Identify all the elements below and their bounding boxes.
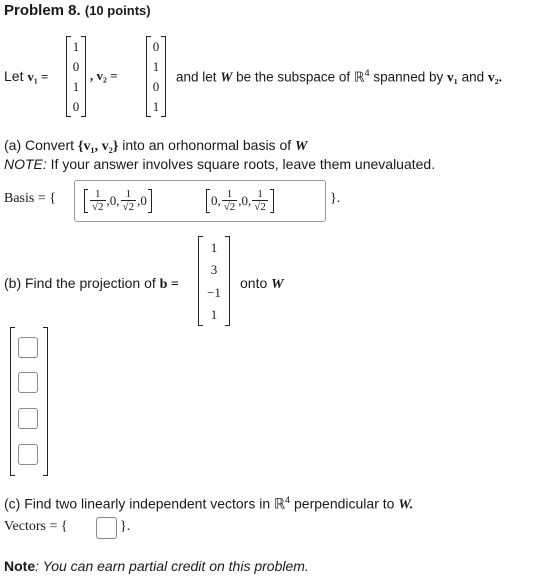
part-a-prompt: (a) Convert {v₁, v₂} into an orhonormal basis of W — [4, 137, 308, 154]
v1-entry: 0 — [72, 58, 80, 74]
intro-let: Let v₁ = — [4, 68, 49, 84]
v2-entry: 1 — [152, 99, 160, 115]
v2-symbol: , v₂ = — [90, 68, 118, 83]
basis-label: Basis = { — [4, 191, 56, 206]
vectors-close: }. — [120, 519, 131, 534]
problem-points: (10 points) — [84, 3, 151, 18]
v1-symbol: v₁ = — [27, 69, 49, 84]
vectors-label: Vectors = { — [4, 519, 68, 534]
projection-input-4[interactable] — [18, 444, 38, 465]
vector-set: {v₁, v₂} — [77, 139, 119, 154]
b-vector — [198, 236, 230, 326]
part-b-prompt: (b) Find the projection of b = — [4, 275, 179, 292]
v1-entry: 1 — [72, 79, 80, 95]
b-entry: 3 — [210, 262, 218, 278]
projection-input-1[interactable] — [18, 337, 38, 358]
basis-close: }. — [330, 191, 341, 206]
projection-input-3[interactable] — [18, 408, 38, 429]
problem-title — [4, 2, 151, 19]
v2-vector — [146, 36, 166, 117]
part-a-note: NOTE: If your answer involves square roots, leave them unevaluated. — [4, 156, 436, 172]
b-entry: −1 — [207, 284, 221, 300]
projection-input-2[interactable] — [18, 372, 38, 393]
partial-credit-note: Note: You can earn partial credit on this problem. — [4, 558, 309, 574]
v1-vector — [66, 36, 86, 117]
v2-entry: 0 — [152, 38, 160, 54]
v2-entry: 1 — [152, 58, 160, 74]
basis-vector-2: 0, $\frac{1}{√2}$ ,0, $\frac{1}{√2}$ — [206, 189, 274, 213]
problem-number: Problem 8. — [4, 2, 81, 19]
intro-text: and let W be the subspace of ℝ$^4$ spanned by v₁ and v₂. — [176, 68, 503, 85]
basis-vector-1: $\frac{1}{√2}$ ,0, $\frac{1}{√2}$ ,0 — [84, 189, 152, 213]
v1-entry: 0 — [72, 99, 80, 115]
subspace-symbol: W — [220, 69, 233, 85]
v1-entry: 1 — [72, 38, 80, 54]
b-entry: 1 — [210, 307, 218, 323]
part-c-prompt: (c) Find two linearly independent vectors in ℝ$^4$ perpendicular to W. — [4, 495, 414, 513]
v2-entry: 0 — [152, 79, 160, 95]
vectors-answer-input[interactable] — [96, 517, 117, 539]
b-entry: 1 — [210, 239, 218, 255]
b-symbol: b = — [159, 277, 179, 292]
part-b-onto: onto W — [240, 275, 284, 292]
